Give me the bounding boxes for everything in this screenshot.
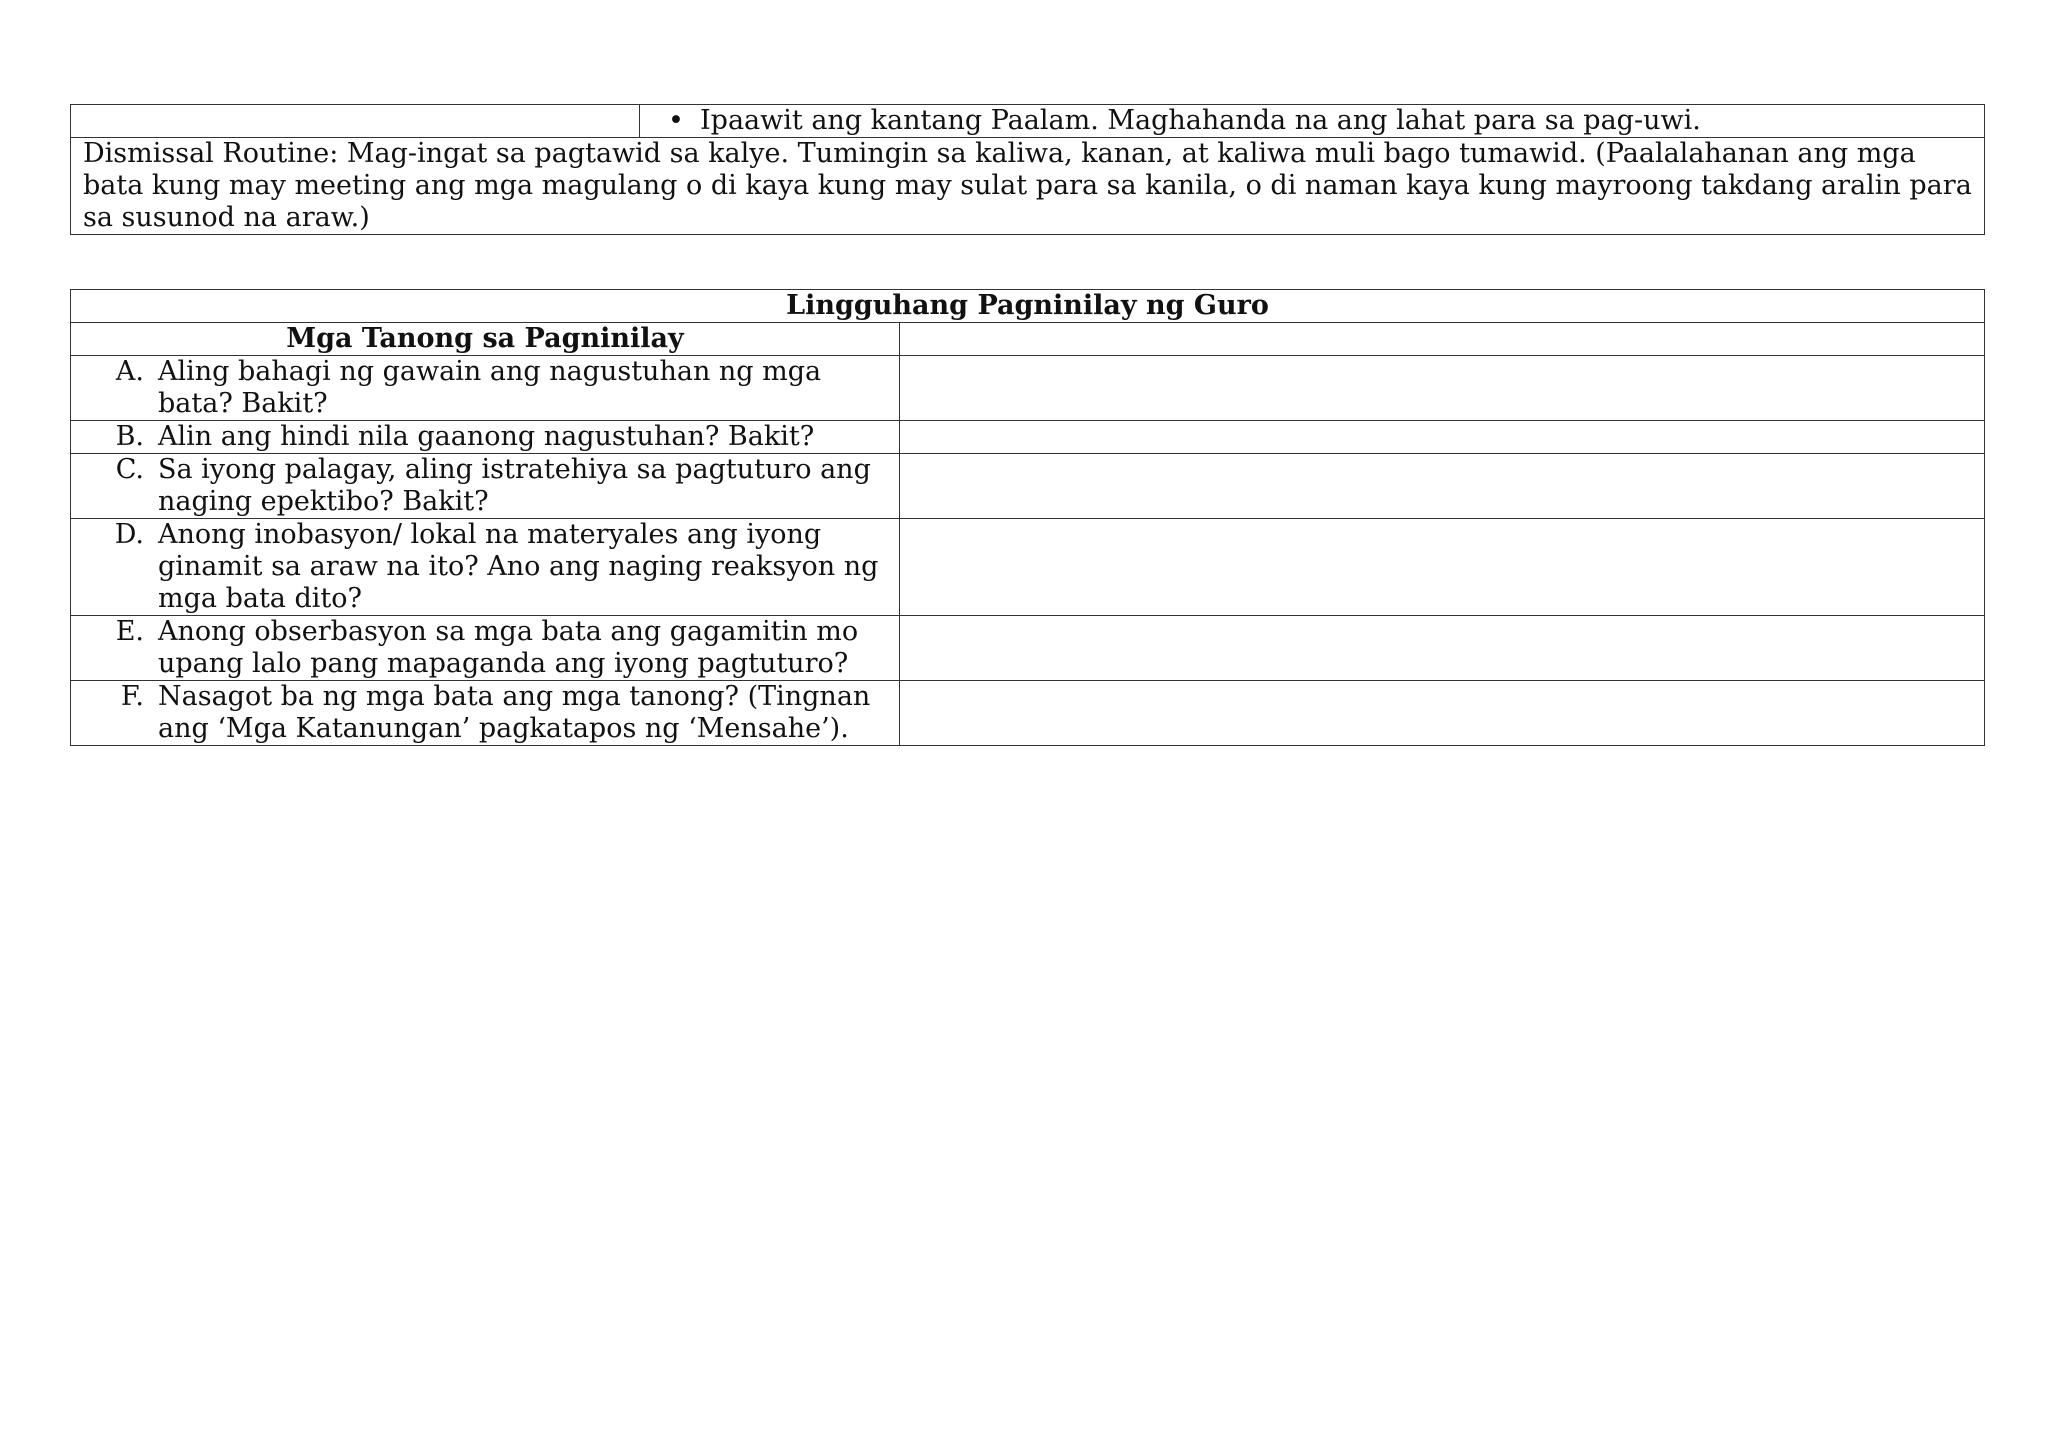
question-cell [71,616,900,681]
question-row [71,454,1985,519]
answers-column-header [900,323,1985,356]
dismissal-row [71,138,1985,235]
question-letter: C. [115,454,144,485]
question-row [71,421,1985,454]
question-text: Anong obserbasyon sa mga bata ang gagamitin mo upang lalo pang mapaganda ang iyong pagtuturo? [158,616,859,679]
answer-cell[interactable] [900,356,1985,421]
question-row [71,519,1985,616]
question-row [71,681,1985,746]
question-letter: E. [115,616,144,647]
question-letter: D. [114,519,144,550]
closing-bullet-text: Ipaawit ang kantang Paalam. Maghahanda na ang lahat para sa pag-uwi. [700,105,1701,136]
closing-bullet-cell [640,105,1985,138]
question-letter: B. [115,421,144,452]
question-cell [71,681,900,746]
answer-cell[interactable] [900,616,1985,681]
reflection-title: Lingguhang Pagninilay ng Guro [71,290,1985,323]
question-cell [71,356,900,421]
question-text: Aling bahagi ng gawain ang nagustuhan ng mga bata? Bakit? [158,356,822,419]
closing-bullet-row [71,105,1985,138]
question-cell [71,454,900,519]
answer-cell[interactable] [900,681,1985,746]
dismissal-routine-text: Dismissal Routine: Mag-ingat sa pagtawid sa kalye. Tumingin sa kaliwa, kanan, at kaliwa muli bago tumawid. (Paalalahanan ang mga bata kung may meeting ang mga magulang o di kaya kung may sulat para sa kanila, o di naman kaya kung mayroong takdang aralin para sa susunod na araw.) [71,138,1985,235]
questions-column-header: Mga Tanong sa Pagninilay [71,323,900,356]
question-text: Nasagot ba ng mga bata ang mga tanong? (Tingnan ang ‘Mga Katanungan’ pagkatapos ng ‘Mensahe’). [158,681,871,744]
reflection-title-row [71,290,1985,323]
question-row [71,616,1985,681]
reflection-header-row [71,323,1985,356]
reflection-table [70,289,1985,746]
question-row [71,356,1985,421]
answer-cell[interactable] [900,454,1985,519]
question-cell [71,421,900,454]
question-text: Sa iyong palagay, aling istratehiya sa pagtuturo ang naging epektibo? Bakit? [158,454,871,517]
bullet-icon: • [668,105,684,136]
question-letter: A. [115,356,144,387]
question-letter: F. [120,681,144,712]
empty-cell [71,105,640,138]
question-cell [71,519,900,616]
question-text: Anong inobasyon/ lokal na materyales ang iyong ginamit sa araw na ito? Ano ang naging reaksyon ng mga bata dito? [158,519,879,614]
closing-table [70,104,1985,235]
answer-cell[interactable] [900,519,1985,616]
question-text: Alin ang hindi nila gaanong nagustuhan? Bakit? [158,421,815,452]
answer-cell[interactable] [900,421,1985,454]
